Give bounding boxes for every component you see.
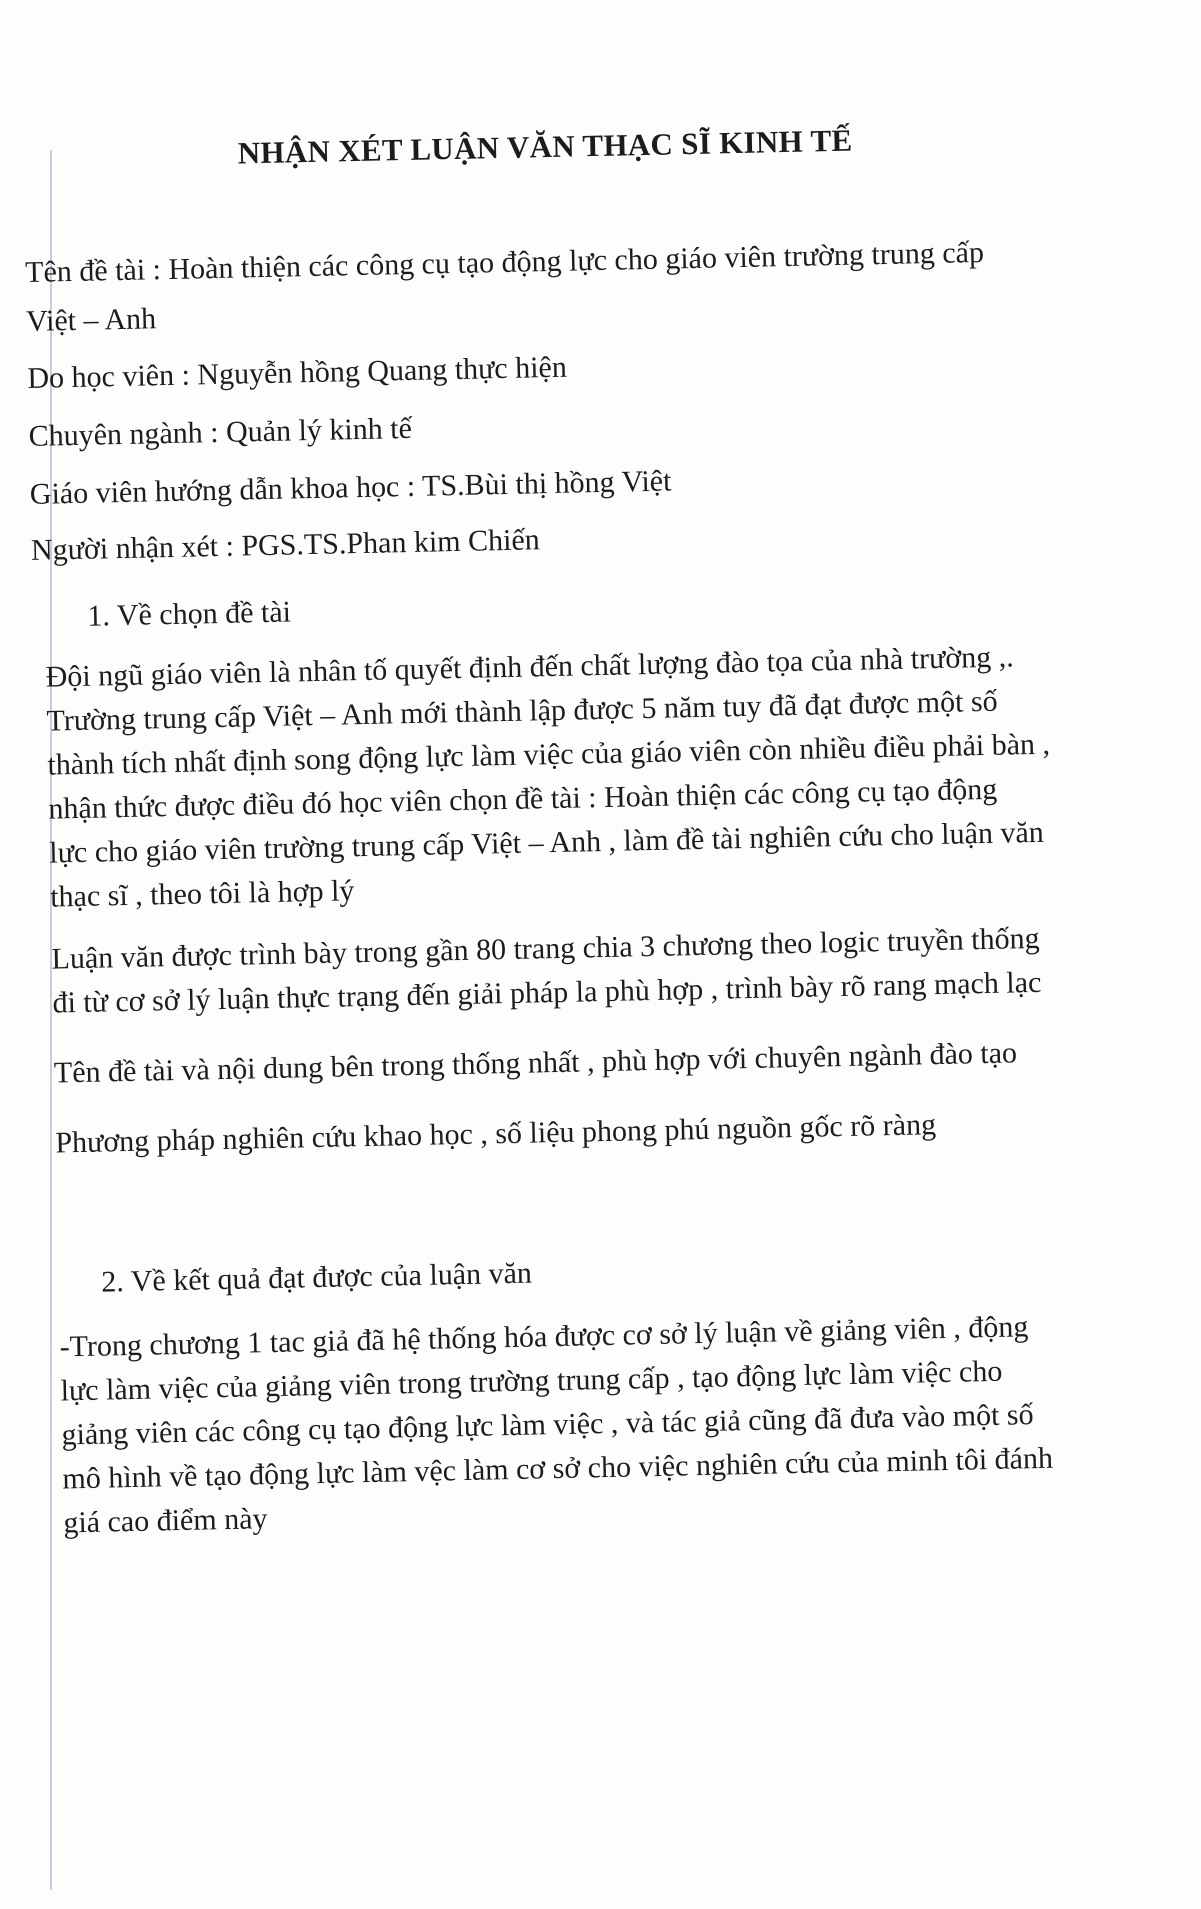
paragraph-line: đi từ cơ sở lý luận thực trạng đến giải pháp la phù hợp , trình bày rõ rang mạch lạc xyxy=(52,965,1042,1020)
student-line: Do học viên : Nguyễn hồng Quang thực hiện xyxy=(27,350,568,395)
paragraph-line: thạc sĩ , theo tôi là hợp lý xyxy=(49,874,355,914)
document-body xyxy=(22,97,1142,1540)
section-2-heading: 2. Về kết quả đạt được của luận văn xyxy=(101,1256,533,1299)
topic-line: Tên đề tài : Hoàn thiện các công cụ tạo động lực cho giáo viên trường trung cấp xyxy=(24,235,985,289)
paragraph-line: Phương pháp nghiên cứu khao học , số liệu phong phú nguồn gốc rõ ràng xyxy=(55,1108,937,1160)
paragraph-line: Tên đề tài và nội dung bên trong thống nhất , phù hợp với chuyên ngành đào tạo xyxy=(53,1036,1018,1090)
paragraph-line: nhận thức được điều đó học viên chọn đề tài : Hoàn thiện các công cụ tạo động xyxy=(48,772,998,826)
paragraph-line: mô hình về tạo động lực làm vệc làm cơ sở cho việc nghiên cứu của minh tôi đánh xyxy=(62,1441,1054,1496)
document-title: NHẬN XÉT LUẬN VĂN THẠC SĨ KINH TẾ xyxy=(237,122,853,171)
paragraph-line: giảng viên các công cụ tạo động lực làm việc , và tác giả cũng đã đưa vào một số xyxy=(61,1398,1034,1452)
paragraph-line: giá cao điểm này xyxy=(63,1502,268,1540)
major-line: Chuyên ngành : Quản lý kinh tế xyxy=(28,411,413,453)
paragraph-line: thành tích nhất định song động lực làm việc của giáo viên còn nhiều điều phải bàn , xyxy=(47,727,1051,782)
paragraph-line: Đội ngũ giáo viên là nhân tố quyết định đến chất lượng đào tọa của nhà trường ,. xyxy=(45,640,1015,694)
paragraph-line: lực làm việc của giảng viên trong trường trung cấp , tạo động lực làm việc cho xyxy=(60,1354,1003,1408)
reviewer-line: Người nhận xét : PGS.TS.Phan kim Chiến xyxy=(30,523,541,567)
paragraph-line: Luận văn được trình bày trong gần 80 trang chia 3 chương theo logic truyền thống xyxy=(51,921,1040,976)
paragraph-line: -Trong chương 1 tac giả đã hệ thống hóa được cơ sở lý luận về giảng viên , động xyxy=(59,1310,1029,1364)
topic-line-continued: Việt – Anh xyxy=(25,302,157,338)
section-1-heading: 1. Về chọn đề tài xyxy=(87,595,292,633)
paragraph-line: Trường trung cấp Việt – Anh mới thành lập được 5 năm tuy đã đạt được một số xyxy=(46,684,998,738)
page-margin-line xyxy=(50,150,52,1890)
paragraph-line: lực cho giáo viên trường trung cấp Việt – Anh , làm đề tài nghiên cứu cho luận văn xyxy=(49,815,1045,870)
supervisor-line: Giáo viên hướng dẫn khoa học : TS.Bùi thị hồng Việt xyxy=(29,464,672,511)
